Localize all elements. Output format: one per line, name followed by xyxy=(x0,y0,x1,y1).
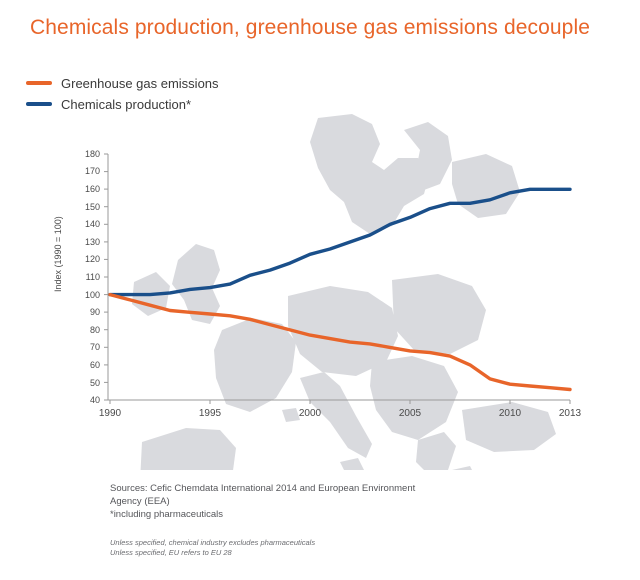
legend-label-production: Chemicals production* xyxy=(61,96,192,112)
y-tick-130: 130 xyxy=(84,237,100,247)
legend-swatch-production xyxy=(26,102,52,106)
x-tick-1995: 1995 xyxy=(198,408,222,419)
legend-label-emissions: Greenhouse gas emissions xyxy=(61,75,219,91)
y-tick-50: 50 xyxy=(89,378,100,388)
x-tick-1990: 1990 xyxy=(98,408,122,419)
y-tick-100: 100 xyxy=(84,290,100,300)
series-chemicals-production xyxy=(110,189,570,294)
y-tick-150: 150 xyxy=(84,202,100,212)
footnote xyxy=(110,538,450,558)
sources-line-3: *including pharmaceuticals xyxy=(110,509,224,520)
y-axis-title: Index (1990 = 100) xyxy=(53,216,63,292)
y-tick-170: 170 xyxy=(84,166,100,176)
legend-swatch-emissions xyxy=(26,81,52,85)
y-tick-120: 120 xyxy=(84,254,100,264)
y-tick-70: 70 xyxy=(89,342,100,352)
x-tick-2000: 2000 xyxy=(298,408,322,419)
sources-note xyxy=(110,482,450,521)
footnote-line-1: Unless specified, chemical industry excludes pharmaceuticals xyxy=(110,538,316,547)
y-tick-180: 180 xyxy=(84,149,100,159)
page-title: Chemicals production, greenhouse gas emissions decouple xyxy=(30,16,590,39)
series-greenhouse-gas-emissions xyxy=(110,295,570,390)
y-tick-80: 80 xyxy=(89,325,100,335)
footnote-line-2: Unless specified, EU refers to EU 28 xyxy=(110,548,232,557)
sources-line-2: Agency (EEA) xyxy=(110,496,170,507)
y-tick-90: 90 xyxy=(89,307,100,317)
sources-line-1: Sources: Cefic Chemdata International 2014 and European Environment xyxy=(110,483,416,494)
legend-item-emissions xyxy=(26,74,219,92)
x-tick-2013: 2013 xyxy=(558,408,582,419)
y-tick-110: 110 xyxy=(85,272,100,282)
chart-area xyxy=(0,110,640,470)
y-tick-160: 160 xyxy=(84,184,100,194)
y-tick-40: 40 xyxy=(89,395,100,405)
x-tick-2010: 2010 xyxy=(498,408,522,419)
y-tick-60: 60 xyxy=(89,360,100,370)
x-tick-2005: 2005 xyxy=(398,408,422,419)
y-tick-140: 140 xyxy=(84,219,100,229)
